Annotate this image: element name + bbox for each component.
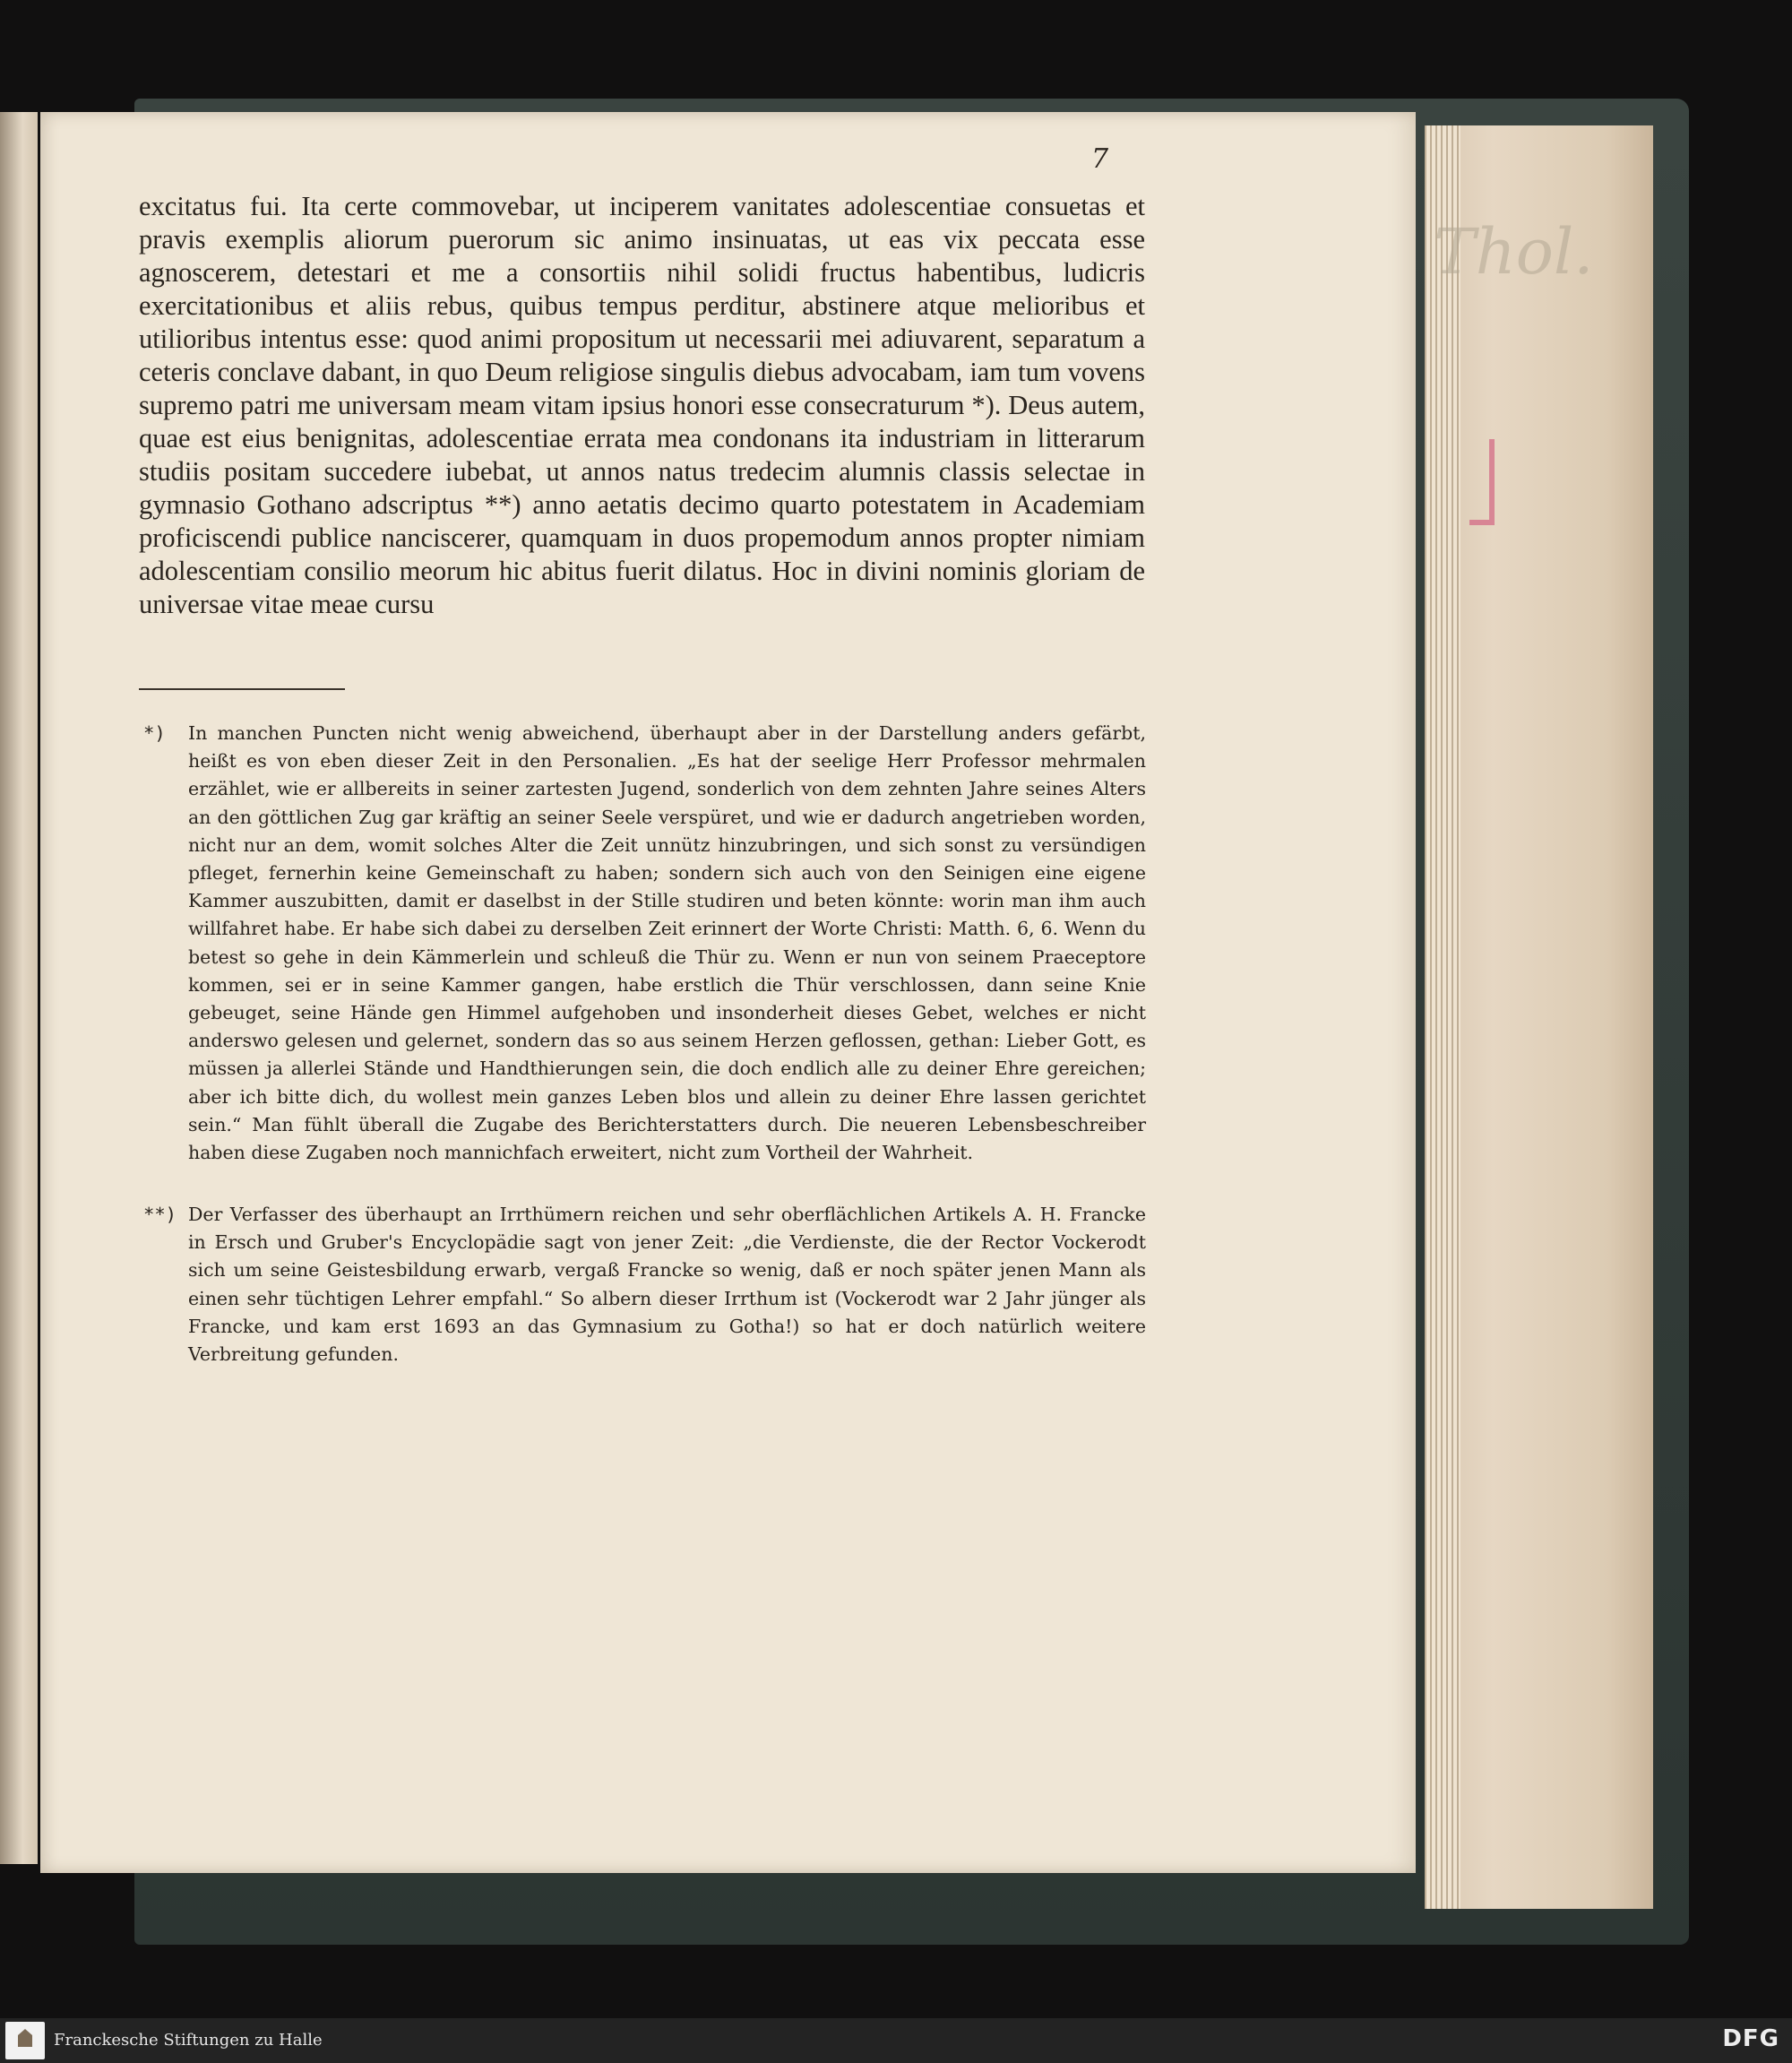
red-pencil-mark [1469,439,1495,525]
footer-bar [0,2018,1792,2063]
page-edges [1425,125,1460,1909]
left-page-edge [0,112,38,1864]
body-text: excitatus fui. Ita certe commovebar, ut inciperem vanitates adolescentiae consuetas et pravis exemplis aliorum puerorum sic animo insinuatas, ut eas vix peccata esse agnoscerem, detestari et me a consortiis nihil solidi fructus habentibus, ludicris exercitationibus et aliis rebus, quibus tempus perditur, abstinere atque melioribus et utilioribus intentus esse: quod animi propositum ut necessarii mei adiuvarent, separatum a ceteris conclave dabant, in quo Deum religiose singulis diebus advocabam, iam tum vovens supremo patri me universam meam vitam ipsius honori esse consecraturum *). Deus autem, quae est eius benignitas, adolescentiae errata mea condonans ita industriam in litterarum studiis positam succedere iubebat, ut annos natus tredecim alumnis classis selectae in gymnasio Gothano adscriptus **) anno aetatis decimo quarto potestatem in Academiam proficiscendi publice nanciscerer, quamquam in duos propemodum annos propter nimiam adolescentiam consilio meorum hic abitus fuerit dilatus. Hoc in divini nominis gloriam de universae vitae meae cursu [139,191,1145,619]
dfg-logo[interactable]: DFG [1722,2025,1779,2052]
footnote-marker: *) [143,722,166,744]
page-block-edge [1425,125,1653,1909]
footnote-1 [143,720,1146,1167]
page-number: 7 [1091,143,1109,175]
footnote-text: Der Verfasser des überhaupt an Irrthümern reichen und sehr oberflächlichen Artikels A. H. Francke in Ersch und Gruber's Encyclopädie sagt von jener Zeit: „die Verdienste, die der Rector Vockerodt sich um seine Geistesbildung erwarb, vergaß Francke so wenig, daß er noch später jenen Mann als einen sehr tüchtigen Lehrer empfahl.“ So albern dieser Irrthum ist (Vockerodt war 2 Jahr jünger als Francke, und kam erst 1693 an das Gymnasium zu Gotha!) so hat er doch natürlich weitere Verbreitung gefunden. [188,1204,1146,1366]
footer-institution-label[interactable]: Franckesche Stiftungen zu Halle [54,2031,323,2050]
footnote-text: In manchen Puncten nicht wenig abweichend, überhaupt aber in der Darstellung anders gefärbt, heißt es von eben dieser Zeit in den Personalien. „Es hat der seelige Herr Professor mehrmalen erzählet, wie er allbereits in seiner zartesten Jugend, sonderlich von dem zehnten Jahre seines Alters an den göttlichen Zug gar kräftig an seiner Seele verspüret, und wie er dadurch angetrieben worden, nicht nur an dem, womit solches Alter die Zeit unnütz hinzubringen, und sich sonst zu versündigen pfleget, fernerhin keine Gemeinschaft zu haben; sondern sich auch von den Seinigen eine eigene Kammer auszubitten, damit er daselbst in der Stille studiren und beten könnte: worin man ihm auch willfahret habe. Er habe sich dabei zu derselben Zeit erinnert der Worte Christi: Matth. 6, 6. Wenn du betest so gehe in dein Kämmerlein und schleuß die Thür zu. Wenn er nun von seinem Praeceptore kommen, sei er in seine Kammer gangen, habe erstlich die Thür verschlossen, dann seine Knie gebeuget, seine Hände gen Himmel aufgehoben und insonderheit dieses Gebet, welches er nicht anderswo gelesen und gelernet, sondern das so aus seinem Herzen geflossen, gethan: Lieber Gott, es müssen ja allerlei Stände und Handthierungen sein, die doch endlich alle zu deiner Ehre gereichen; aber ich bitte dich, du wollest mein ganzes Leben blos und allein zu deiner Ehre lassen gerichtet sein.“ Man fühlt überall die Zugabe des Berichterstatters durch. Die neueren Lebensbeschreiber haben diese Zugaben noch mannichfach erweitert, nicht zum Vortheil der Wahrheit. [188,722,1146,1164]
footnote-2 [143,1201,1146,1368]
pencil-margin-note: Thol. [1434,215,1594,289]
footnote-marker: **) [143,1204,177,1225]
footnote-rule [139,688,345,690]
foundation-logo-icon[interactable] [5,2022,45,2059]
